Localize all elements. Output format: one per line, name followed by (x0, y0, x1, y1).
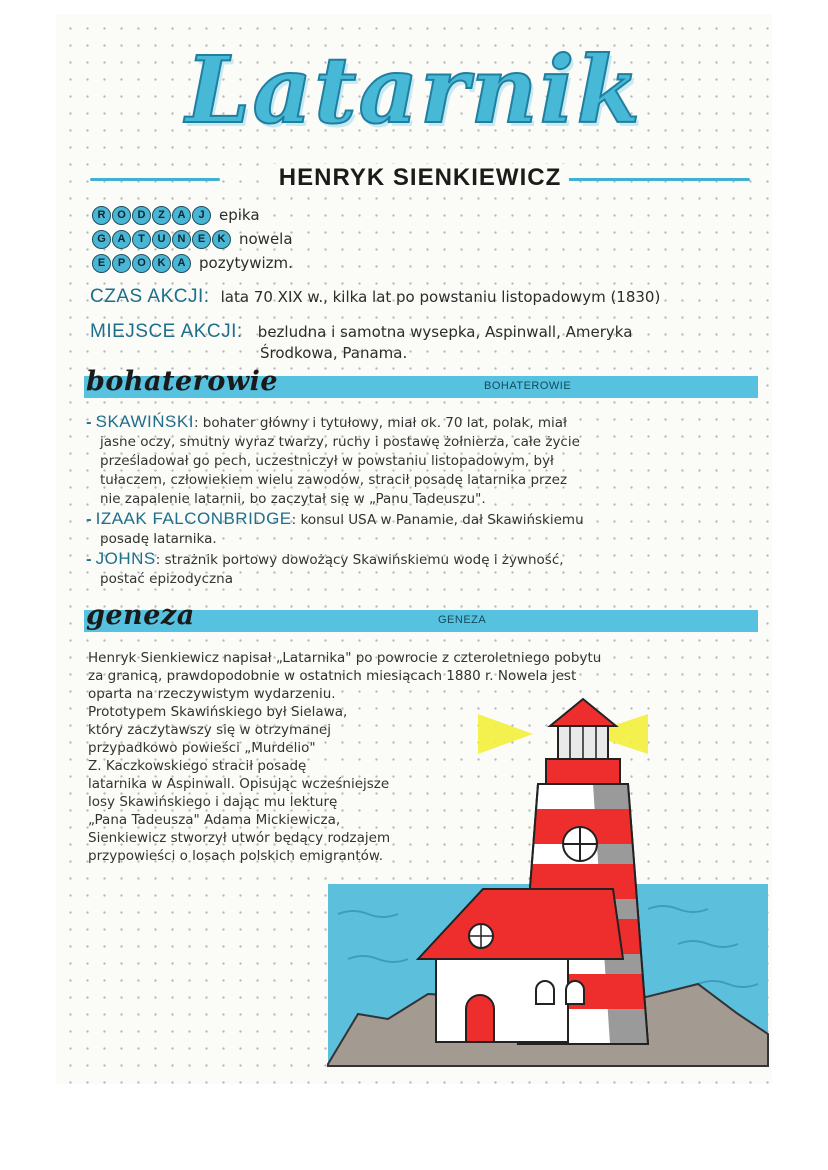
hero-desc-line: jasne oczy, smutny wyraz twarzy, ruchy i postawę żołnierza, całe życie (100, 434, 580, 450)
dotted-paper (56, 14, 772, 1084)
meta-value: nowela (239, 230, 293, 248)
hero-desc-line: tułaczem, człowiekiem wielu zawodów, stracił posadę latarnika przez (100, 472, 568, 488)
hero-name: IZAAK FALCONBRIDGE (95, 509, 292, 528)
hero-entry (86, 549, 756, 589)
geneza-line: Henryk Sienkiewicz napisał „Latarnika" po powrocie z czteroletniego pobytu (88, 650, 602, 666)
meta-row-0 (92, 204, 260, 226)
hero-desc-line: nie zapalenie latarnii, bo zaczytał się w „Panu Tadeuszu". (100, 491, 486, 507)
geneza-line: za granicą, prawdopodobnie w ostatnich miesiącach 1880 r. Nowela jest (88, 668, 577, 684)
author-heading: HENRYK SIENKIEWICZ (90, 164, 750, 192)
hero-first-line (86, 412, 756, 433)
miejsce-value-2: Środkowa, Panama. (260, 344, 408, 362)
geneza-line: przypadkowo powieści „Murdelio" (88, 740, 316, 756)
heroes-list (86, 412, 756, 589)
meta-row-1 (92, 228, 293, 250)
author-row (90, 164, 750, 194)
geneza-line: przypowieści o losach polskich emigrantów. (88, 848, 384, 864)
meta-key-letter: E (92, 254, 111, 273)
meta-value: epika (219, 206, 260, 224)
hero-desc-line: prześladował go pech, uczestniczył w powstaniu listopadowym, był (100, 453, 554, 469)
miejsce-value-1: bezludna i samotna wysepka, Aspinwall, Ameryka (257, 323, 633, 341)
geneza-line: „Pana Tadeusza" Adama Mickiewicza, (88, 812, 341, 828)
page-title: Latarnik (185, 36, 643, 144)
hero-desc-line: posadę latarnika. (100, 531, 217, 547)
hero-name: SKAWIŃSKI (95, 412, 194, 431)
geneza-line: Z. Kaczkowskiego stracił posadę (88, 758, 307, 774)
czas-label: CZAS AKCJI: (90, 286, 210, 307)
light-beam-left (478, 714, 533, 754)
house-door (466, 995, 494, 1042)
meta-key-letter: U (152, 230, 171, 249)
meta-key-pills (92, 254, 191, 273)
meta-key-letter: P (112, 254, 131, 273)
meta-value: pozytywizm. (199, 254, 293, 272)
hero-desc: : strażnik portowy dowożący Skawińskiemu wodę i żywność, (155, 552, 564, 568)
geneza-line: oparta na rzeczywistym wydarzeniu. (88, 686, 336, 702)
meta-key-letter: O (132, 254, 151, 273)
meta-key-letter: T (132, 230, 151, 249)
meta-key-letter: D (132, 206, 151, 225)
meta-key-letter: A (112, 230, 131, 249)
meta-key-letter: J (192, 206, 211, 225)
hero-first-line (86, 509, 756, 530)
meta-key-letter: N (172, 230, 191, 249)
meta-key-letter: K (212, 230, 231, 249)
dash-marker: - (86, 415, 92, 431)
geneza-line: Prototypem Skawińskiego był Sielawa, (88, 704, 348, 720)
miejsce-label: MIEJSCE AKCJI: (90, 321, 243, 342)
czas-akcji (90, 286, 660, 308)
meta-key-letter: E (192, 230, 211, 249)
meta-key-letter: G (92, 230, 111, 249)
dash-marker: - (86, 552, 92, 568)
hero-name: JOHNS (95, 549, 156, 568)
geneza-line: latarnika w Aspinwall. Opisując wcześniejsze (88, 776, 390, 792)
meta-key-letter: K (152, 254, 171, 273)
geneza-line: Sienkiewicz stworzył utwór będący rodzajem (88, 830, 391, 846)
geneza-line: który zaczytawszy się w otrzymanej (88, 722, 331, 738)
geneza-line: losy Skawińskiego i dając mu lekturę (88, 794, 338, 810)
bohaterowie-small-label: BOHATEROWIE (484, 380, 572, 392)
meta-key-letter: R (92, 206, 111, 225)
hero-desc: : bohater główny i tytułowy, miał ok. 70 lat, polak, miał (193, 415, 567, 431)
lighthouse-illustration (318, 674, 778, 1074)
czas-value: lata 70 XIX w., kilka lat po powstaniu listopadowym (1830) (220, 288, 661, 306)
geneza-title: geneza (86, 600, 195, 631)
geneza-small-label: GENEZA (438, 614, 487, 626)
meta-key-letter: A (172, 206, 191, 225)
meta-row-2 (92, 252, 293, 274)
meta-key-letter: A (172, 254, 191, 273)
meta-key-pills (92, 206, 211, 225)
meta-key-pills (92, 230, 231, 249)
hero-entry (86, 412, 756, 509)
miejsce-akcji (90, 321, 632, 343)
hero-desc: : konsul USA w Panamie, dał Skawińskiemu (291, 512, 584, 528)
hero-desc-line: postać epizodyczna (100, 571, 234, 587)
meta-key-letter: O (112, 206, 131, 225)
dash-marker: - (86, 512, 92, 528)
bohaterowie-title: bohaterowie (86, 366, 279, 397)
meta-key-letter: Z (152, 206, 171, 225)
hero-first-line (86, 549, 756, 570)
hero-entry (86, 509, 756, 549)
